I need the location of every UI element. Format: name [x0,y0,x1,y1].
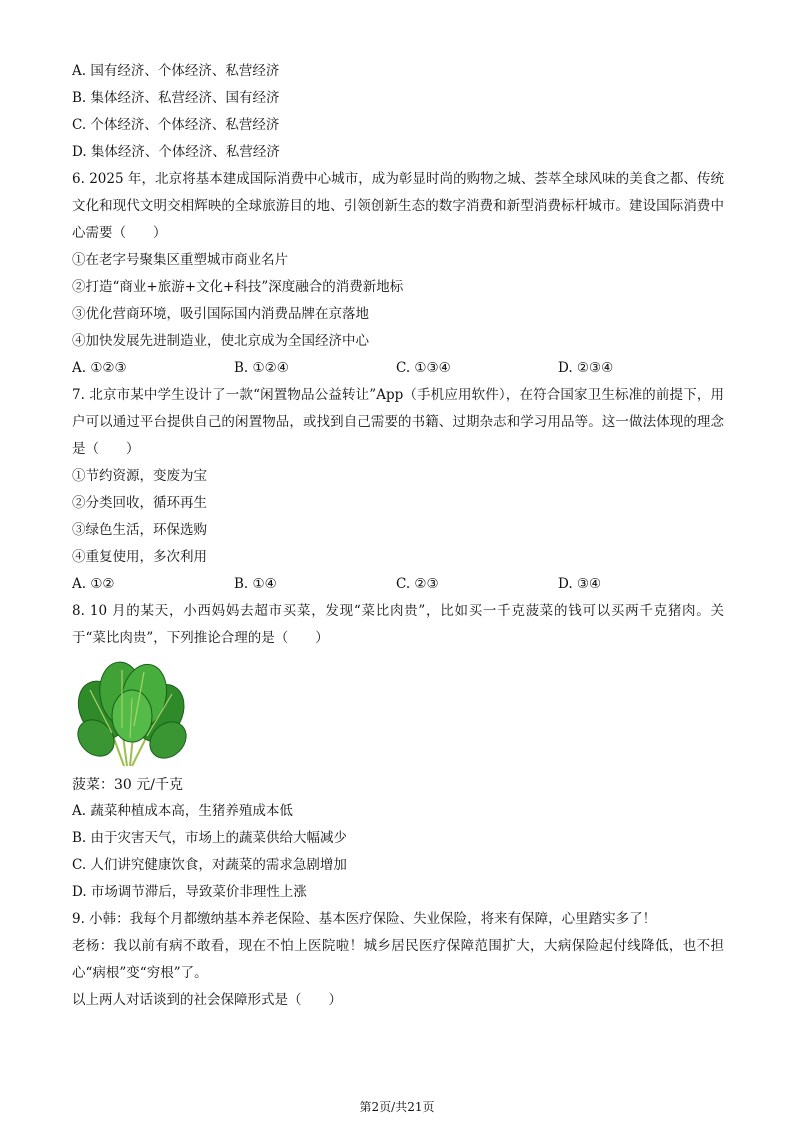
q7-option-b: B. ①④ [234,576,277,592]
q5-option-a: A. 国有经济、个体经济、私营经济 [72,63,280,79]
q7-item-4: ④重复使用，多次利用 [72,549,207,565]
q8-option-d: D. 市场调节滞后，导致菜价非理性上涨 [72,884,307,900]
q5-option-c: C. 个体经济、个体经济、私营经济 [72,117,280,133]
q6-stem: 6. 2025 年，北京将基本建成国际消费中心城市，成为彰显时尚的购物之城、荟萃全球风味的美食之都、传统文化和现代文明交相辉映的全球旅游目的地、引领创新生态的数字消费和新型消费标杆城市。建设国际消费中心需要（ ） [72,171,724,241]
q7-stem: 7. 北京市某中学生设计了一款“闲置物品公益转让”App（手机应用软件），在符合国家卫生标准的前提下，用户可以通过平台提供自己的闲置物品，或找到自己需要的书籍、过期杂志和学习用品等。这一做法体现的理念是（ ） [72,387,724,457]
q9-line-1: 9. 小韩：我每个月都缴纳基本养老保险、基本医疗保险、失业保险，将来有保障，心里踏实多了！ [72,911,657,927]
spinach-price-caption: 菠菜：30 元/千克 [72,777,183,793]
q6-item-1: ①在老字号聚集区重塑城市商业名片 [72,252,288,268]
q5-option-b: B. 集体经济、私营经济、国有经济 [72,90,280,106]
spinach-image [72,658,192,770]
question-page [72,58,732,1014]
q9-line-3: 以上两人对话谈到的社会保障形式是（ ） [72,992,342,1008]
q6-option-d: D. ②③④ [558,360,614,376]
q8-option-b: B. 由于灾害天气，市场上的蔬菜供给大幅减少 [72,830,348,846]
q6-option-c: C. ①③④ [396,360,451,376]
q6-option-a: A. ①②③ [72,360,127,376]
q6-options [72,355,732,382]
q7-options [72,571,732,598]
q6-item-2: ②打造“商业+旅游+文化+科技”深度融合的消费新地标 [72,279,404,295]
q6-item-3: ③优化营商环境，吸引国际国内消费品牌在京落地 [72,306,369,322]
q6-option-b: B. ①②④ [234,360,289,376]
q7-item-1: ①节约资源，变废为宝 [72,468,207,484]
q6-item-4: ④加快发展先进制造业，使北京成为全国经济中心 [72,333,369,349]
q7-item-3: ③绿色生活，环保选购 [72,522,207,538]
spinach-icon [72,658,192,770]
q8-stem: 8. 10 月的某天，小西妈妈去超市买菜，发现“菜比肉贵”，比如买一千克菠菜的钱可以买两千克猪肉。关于“菜比肉贵”，下列推论合理的是（ ） [72,603,724,646]
page-footer: 第2页/共21页 [359,1100,435,1114]
q7-option-c: C. ②③ [396,576,439,592]
q8-option-a: A. 蔬菜种植成本高，生猪养殖成本低 [72,803,293,819]
q8-option-c: C. 人们讲究健康饮食，对蔬菜的需求急剧增加 [72,857,347,873]
q7-option-a: A. ①② [72,576,115,592]
q7-option-d: D. ③④ [558,576,602,592]
q9-line-2: 老杨：我以前有病不敢看，现在不怕上医院啦！城乡居民医疗保障范围扩大，大病保险起付线降低，也不担心“病根”变“穷根”了。 [72,938,724,981]
q7-item-2: ②分类回收，循环再生 [72,495,207,511]
q5-option-d: D. 集体经济、个体经济、私营经济 [72,144,280,160]
